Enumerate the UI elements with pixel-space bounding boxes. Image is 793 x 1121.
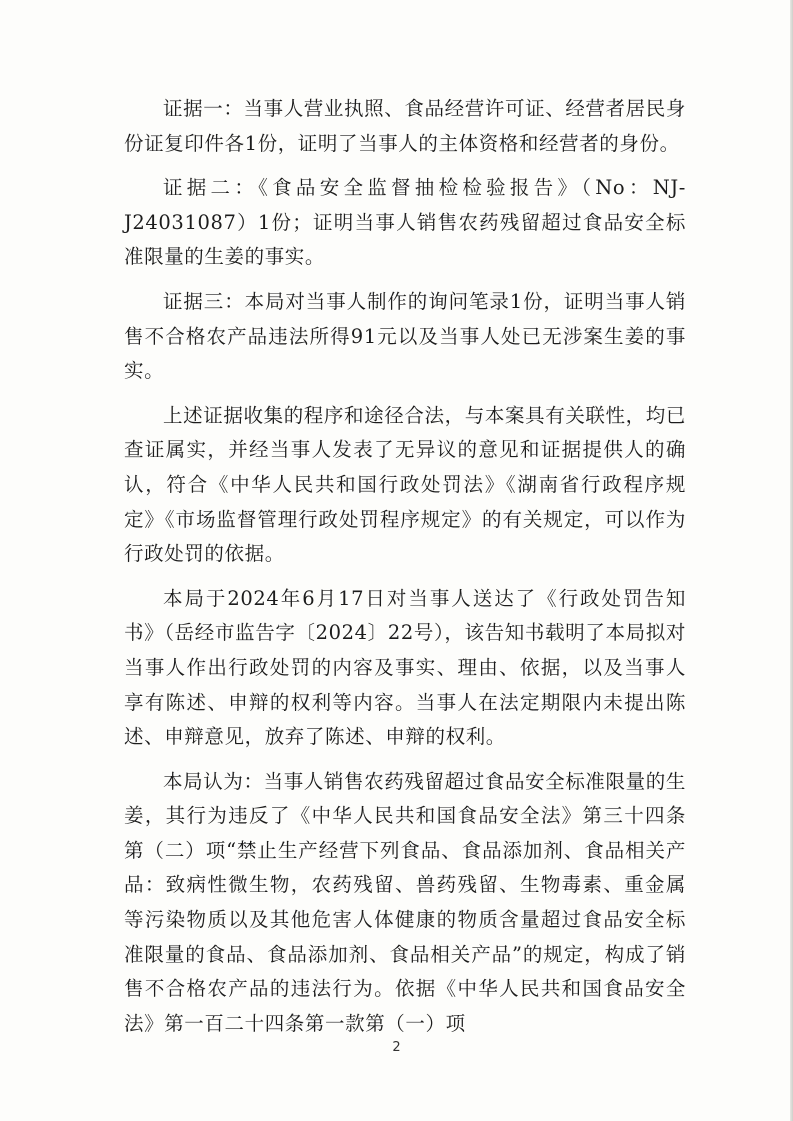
evidence-two-paragraph: 证据二：《食品安全监督抽检检验报告》（No：NJ-J24031087）1份；证明当事人销售农药残留超过食品安全标准限量的生姜的事实。: [124, 176, 686, 269]
notice-delivery-paragraph: 本局于2024年6月17日对当事人送达了《行政处罚告知书》（岳经市监告字〔2024〕22号），该告知书载明了本局拟对当事人作出行政处罚的内容及事实、理由、依据，以及当事人享有陈述、申辩的权利等内容。当事人在法定期限内未提出陈述、申辩意见，放弃了陈述、申辩的权利。: [124, 586, 686, 749]
evidence-validity-paragraph: 上述证据收集的程序和途径合法，与本案具有关联性，均已查证属实，并经当事人发表了无异议的意见和证据提供人的确认，符合《中华人民共和国行政处罚法》《湖南省行政程序规定》《市场监督管理行政处罚程序规定》的有关规定，可以作为行政处罚的依据。: [124, 403, 686, 566]
document-body: [124, 92, 686, 1041]
evidence-one-paragraph: 证据一：当事人营业执照、食品经营许可证、经营者居民身份证复印件各1份，证明了当事人的主体资格和经营者的身份。: [124, 97, 686, 155]
evidence-three-paragraph: 证据三：本局对当事人制作的询问笔录1份，证明当事人销售不合格农产品违法所得91元以及当事人处已无涉案生姜的事实。: [124, 289, 686, 383]
page-number: 2: [392, 1040, 401, 1055]
bureau-opinion-paragraph: 本局认为：当事人销售农药残留超过食品安全标准限量的生姜，其行为违反了《中华人民共和国食品安全法》第三十四条第（二）项“禁止生产经营下列食品、食品添加剂、食品相关产品：致病性微生物，农药残留、兽药残留、生物毒素、重金属等污染物质以及其他危害人体健康的物质含量超过食品安全标准限量的食品、食品添加剂、食品相关产品”的规定，构成了销售不合格农产品的违法行为。依据《中华人民共和国食品安全法》第一百二十四条第一款第（一）项: [124, 769, 686, 1035]
